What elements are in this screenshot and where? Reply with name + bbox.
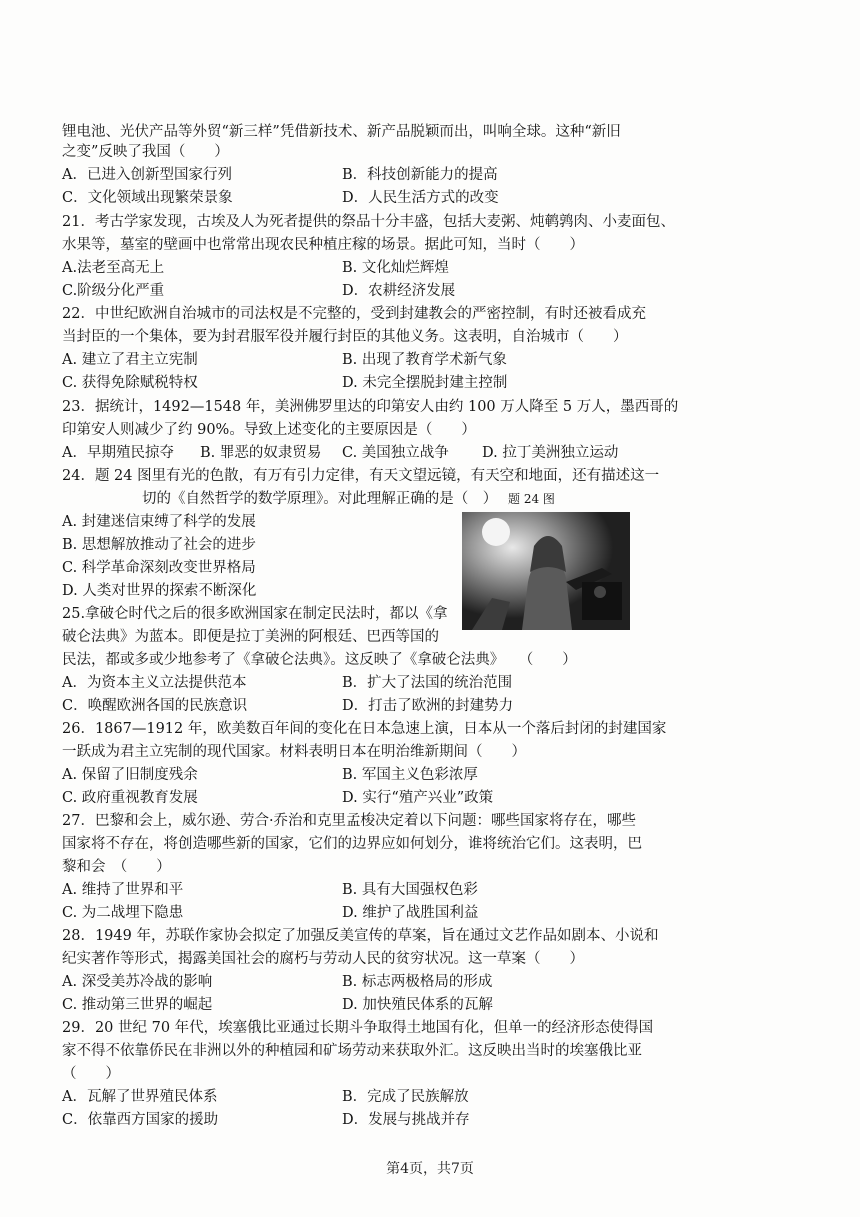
option-d: D. 加快殖民体系的瓦解	[342, 997, 493, 1013]
option-c: C. 美国独立战争	[342, 445, 449, 461]
option-a: A. 深受美苏冷战的影响	[62, 974, 213, 990]
option-b: B. 思想解放推动了社会的进步	[62, 537, 256, 553]
option-a: A．早期殖民掠夺	[62, 445, 174, 461]
question-24-text: 切的《自然哲学的数学原理》。对此理解正确的是（ ）	[142, 491, 498, 507]
figure-24-label: 题 24 图	[508, 492, 555, 506]
option-b: B．科技创新能力的提高	[342, 167, 498, 183]
option-a: A. 建立了君主立宪制	[62, 352, 198, 368]
option-b: B. 具有大国强权色彩	[342, 882, 478, 898]
option-c: C.阶级分化严重	[62, 283, 165, 299]
question-25-text: 25.拿破仑时代之后的很多欧洲国家在制定民法时，都以《拿	[62, 606, 448, 622]
option-d: D．人民生活方式的改变	[342, 190, 499, 206]
option-d: D. 实行“殖产兴业”政策	[342, 790, 494, 806]
question-text: 之变”反映了我国（ ）	[62, 144, 229, 160]
option-c: C. 推动第三世界的崛起	[62, 997, 213, 1013]
question-28-text: 28．1949 年，苏联作家协会拟定了加强反美宣传的草案，旨在通过文艺作品如剧本、小说和	[62, 928, 659, 944]
option-a: A. 维持了世界和平	[62, 882, 184, 898]
question-29-text: 29．20 世纪 70 年代，埃塞俄比亚通过长期斗争取得土地国有化，但单一的经济形态使得国	[62, 1020, 654, 1036]
option-a: A．已进入创新型国家行列	[62, 167, 232, 183]
question-29-text: （ ）	[62, 1066, 120, 1082]
option-d: D．发展与挑战并存	[342, 1112, 470, 1128]
option-b: B. 出现了教育学术新气象	[342, 352, 507, 368]
question-29-text: 家不得不依靠侨民在非洲以外的种植园和矿场劳动来获取外汇。这反映出当时的埃塞俄比亚	[62, 1043, 642, 1059]
option-c: C．文化领域出现繁荣景象	[62, 190, 233, 206]
question-26-text: 一跃成为君主立宪制的现代国家。材料表明日本在明治维新期间（ ）	[62, 744, 526, 760]
question-25-text: 破仑法典》为蓝本。即便是拉丁美洲的阿根廷、巴西等国的	[62, 629, 439, 645]
question-26-text: 26．1867—1912 年，欧美数百年间的变化在日本急速上演，日本从一个落后封闭的封建国家	[62, 721, 667, 737]
option-c: C. 获得免除赋税特权	[62, 375, 198, 391]
question-23-text: 23．据统计，1492—1548 年，美洲佛罗里达的印第安人由约 100 万人降至 5 万人，墨西哥的	[62, 399, 679, 415]
option-d: D. 拉丁美洲独立运动	[482, 445, 619, 461]
question-24-text: 24．题 24 图里有光的色散，有万有引力定律，有天文望远镜，有天空和地面，还有描述这一	[62, 468, 660, 484]
question-22-text: 22．中世纪欧洲自治城市的司法权是不完整的，受到封建教会的严密控制，有时还被看成充	[62, 306, 646, 322]
option-d: D. 人类对世界的探索不断深化	[62, 583, 257, 599]
option-b: B. 军国主义色彩浓厚	[342, 767, 478, 783]
question-23-text: 印第安人则减少了约 90%。导致上述变化的主要原因是（ ）	[62, 422, 476, 438]
option-b: B．完成了民族解放	[342, 1089, 469, 1105]
option-c: C．唤醒欧洲各国的民族意识	[62, 698, 248, 714]
option-c: C. 政府重视教育发展	[62, 790, 198, 806]
option-c: C. 科学革命深刻改变世界格局	[62, 560, 256, 576]
option-d: D．打击了欧洲的封建势力	[342, 698, 514, 714]
option-b: B. 文化灿烂辉煌	[342, 260, 449, 276]
option-a: A. 保留了旧制度残余	[62, 767, 198, 783]
question-28-text: 纪实著作等形式，揭露美国社会的腐朽与劳动人民的贫穷状况。这一草案（ ）	[62, 951, 584, 967]
option-b: B. 标志两极格局的形成	[342, 974, 493, 990]
question-25-text: 民法，都或多或少地参考了《拿破仑法典》。这反映了《拿破仑法典》 （ ）	[62, 652, 577, 668]
option-d: D. 未完全摆脱封建主控制	[342, 375, 508, 391]
option-d: D. 维护了战胜国利益	[342, 905, 479, 921]
option-a: A．瓦解了世界殖民体系	[62, 1089, 218, 1105]
option-a: A. 封建迷信束缚了科学的发展	[62, 514, 256, 530]
page-number: 第4页，共7页	[386, 1161, 474, 1177]
option-c: C. 为二战埋下隐患	[62, 905, 184, 921]
question-22-text: 当封臣的一个集体，要为封君服军役并履行封臣的其他义务。这表明，自治城市（ ）	[62, 329, 628, 345]
option-b: B. 罪恶的奴隶贸易	[200, 445, 322, 461]
question-21-text: 水果等，墓室的壁画中也常常出现农民种植庄稼的场景。据此可知，当时（ ）	[62, 237, 584, 253]
option-d: D．农耕经济发展	[342, 283, 456, 299]
option-b: B．扩大了法国的统治范围	[342, 675, 513, 691]
option-c: C．依靠西方国家的援助	[62, 1112, 219, 1128]
question-21-text: 21．考古学家发现，古埃及人为死者提供的祭品十分丰盛，包括大麦粥、炖鹌鹑肉、小麦面包、	[62, 214, 675, 230]
question-27-text: 国家将不存在，将创造哪些新的国家，它们的边界应如何划分，谁将统治它们。这表明，巴	[62, 836, 642, 852]
question-27-text: 27．巴黎和会上，威尔逊、劳合·乔治和克里孟梭决定着以下问题：哪些国家将存在，哪些	[62, 813, 637, 829]
question-27-text: 黎和会 （ ）	[62, 859, 171, 875]
option-a: A.法老至高无上	[62, 260, 165, 276]
question-text: 锂电池、光伏产品等外贸“新三样”凭借新技术、新产品脱颖而出，叫响全球。这种“新旧	[62, 124, 621, 140]
option-a: A．为资本主义立法提供范本	[62, 675, 247, 691]
